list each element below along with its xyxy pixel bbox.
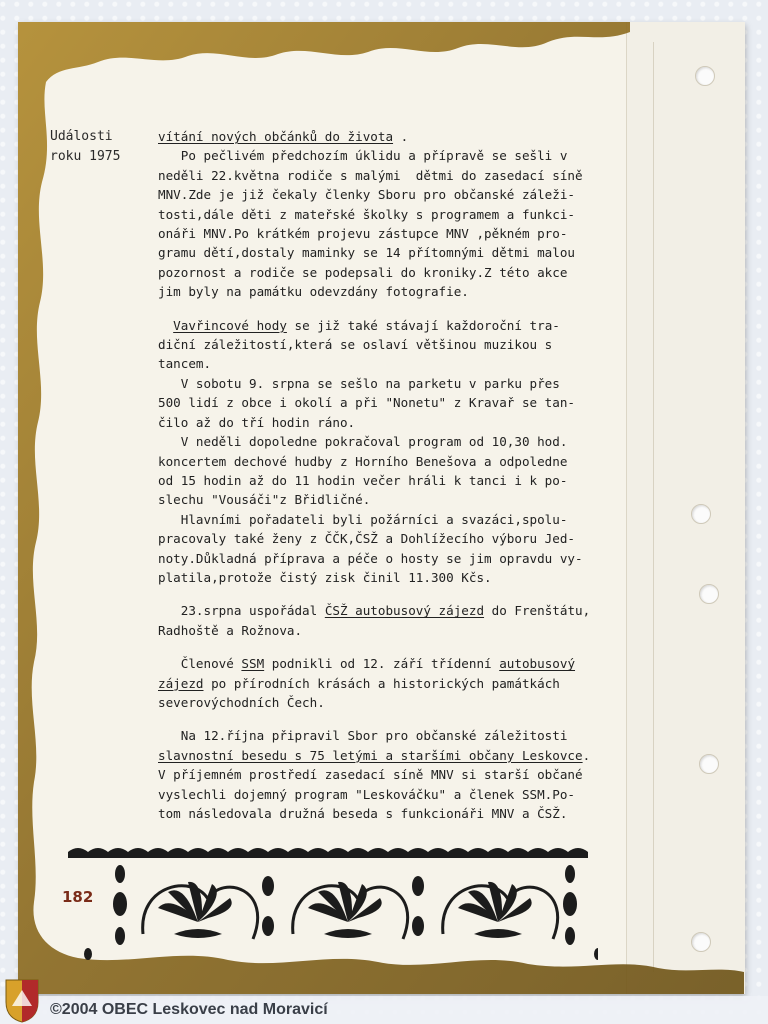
text-line (158, 510, 610, 529)
text-segment: diční záležitostí,která se oslaví většinou muzikou s (158, 337, 553, 353)
text-segment: V neděli dopoledne pokračoval program od 10,30 hod. (158, 434, 568, 450)
copyright-text: ©2004 OBEC Leskovec nad Moravicí (50, 1001, 328, 1018)
paragraph-ssm-trip (158, 654, 610, 712)
text-line (158, 785, 610, 804)
text-line (158, 127, 610, 146)
text-segment: pracovaly také ženy z ČČK,ČSŽ a Dohlížecího výboru Jed- (158, 531, 576, 547)
text-segment: V příjemném prostředí zasedací síně MNV si starší občané (158, 767, 583, 783)
text-segment: Po pečlivém předchozím úklidu a přípravě se sešli v (158, 148, 568, 164)
paragraph-vavrinec-festival (158, 316, 610, 588)
text-segment: do Frenštátu, (484, 603, 591, 619)
text-line (158, 549, 610, 568)
text-segment: tom následovala družná beseda s funkcionáři MNV a ČSŽ. (158, 806, 568, 821)
text-segment: noty.Důkladná příprava a péče o hosty se jim opravdu vy- (158, 550, 583, 566)
text-segment: gramu dětí,dostaly maminky se 14 přítomnými dětmi malou (158, 245, 576, 261)
text-line (158, 146, 610, 165)
margin-note-line: Události (50, 129, 113, 144)
text-segment: tosti,dále děti z mateřské školky s programem a funkci- (158, 206, 576, 222)
underlined-phrase: ČSŽ autobusový zájezd (324, 603, 485, 619)
text-segment: 500 lidí z obce i okolí a při "Nonetu" z Kravař se tan- (158, 395, 576, 411)
text-line (158, 674, 610, 693)
paragraph-seniors-meeting (158, 726, 610, 823)
text-line (158, 529, 610, 548)
text-line (158, 413, 610, 432)
text-segment: V sobotu 9. srpna se sešlo na parketu v parku přes (158, 375, 560, 391)
underlined-phrase: vítání nových občánků do života (158, 129, 394, 144)
underlined-phrase: zájezd (158, 675, 204, 691)
underlined-phrase: SSM (241, 656, 265, 672)
text-segment: se již také stávají každoroční tra- (286, 317, 560, 333)
text-line (158, 185, 610, 204)
text-line (158, 726, 610, 745)
text-line (158, 601, 610, 620)
text-segment: Radhoště a Rožnova. (158, 622, 303, 638)
text-segment (158, 318, 173, 333)
text-line (158, 804, 610, 823)
text-segment: čilo až do tří hodin ráno. (158, 414, 356, 430)
text-line (158, 205, 610, 224)
text-segment: severovýchodních Čech. (158, 694, 325, 710)
text-segment: 23.srpna uspořádal (158, 603, 325, 619)
paragraph-welcoming-citizens (158, 127, 610, 302)
text-line (158, 166, 610, 185)
text-segment: onáři MNV.Po krátkém projevu zástupce MNV ,pěkném pro- (158, 226, 568, 242)
underlined-phrase: Vavřincové hody (173, 317, 287, 333)
text-line (158, 452, 610, 471)
margin-note (50, 127, 150, 167)
ornament-frieze (58, 844, 598, 974)
text-line (158, 335, 610, 354)
text-segment: podnikli od 12. září třídenní (264, 656, 500, 672)
text-line (158, 224, 610, 243)
text-line (158, 374, 610, 393)
text-segment: . (582, 747, 591, 763)
text-segment: Na 12.října připravil Sbor pro občanské záležitosti (158, 728, 568, 744)
text-line (158, 354, 610, 373)
text-segment: slechu "Vousáči"z Břidličné. (158, 492, 371, 508)
text-line (158, 621, 610, 640)
text-line (158, 393, 610, 412)
text-segment: tancem. (158, 356, 212, 372)
text-line (158, 432, 610, 451)
text-line (158, 490, 610, 509)
text-segment: . (393, 129, 409, 144)
text-segment: koncertem dechové hudby z Horního Benešova a odpoledne (158, 453, 568, 469)
text-line (158, 746, 610, 765)
paragraph-csz-trip (158, 601, 610, 640)
text-line (158, 765, 610, 784)
text-line (158, 654, 610, 673)
text-line (158, 693, 610, 712)
text-segment: jim byly na památku odevzdány fotografie. (158, 284, 469, 300)
coat-of-arms-icon (2, 976, 42, 1024)
text-segment: MNV.Zde je již čekaly členky Sboru pro občanské záleži- (158, 187, 576, 203)
underlined-phrase: slavnostní besedu s 75 letými a staršími občany Leskovce (158, 747, 583, 763)
chronicle-text (158, 127, 610, 823)
text-line (158, 282, 610, 301)
text-segment: neděli 22.května rodiče s malými dětmi do zasedací síně (158, 167, 583, 183)
text-line (158, 471, 610, 490)
margin-note-line: roku 1975 (50, 149, 121, 164)
page-number: 182 (62, 888, 94, 906)
text-segment: pozornost a rodiče se podepsali do kroniky.Z této akce (158, 264, 568, 280)
text-segment: Členové (158, 656, 242, 672)
text-segment: vyslechli dojemný program "Leskováčku" a členek SSM.Po- (158, 786, 576, 802)
text-line (158, 263, 610, 282)
text-segment: platila,protože čistý zisk činil 11.300 Kčs. (158, 569, 492, 585)
underlined-phrase: autobusový (499, 656, 576, 672)
text-line (158, 316, 610, 335)
text-segment: po přírodních krásách a historických památkách (203, 675, 560, 691)
text-line (158, 243, 610, 262)
text-segment: od 15 hodin až do 11 hodin večer hráli k tanci i k po- (158, 472, 568, 488)
text-segment: Hlavními pořadateli byli požárníci a svazáci,spolu- (158, 511, 568, 527)
text-line (158, 568, 610, 587)
